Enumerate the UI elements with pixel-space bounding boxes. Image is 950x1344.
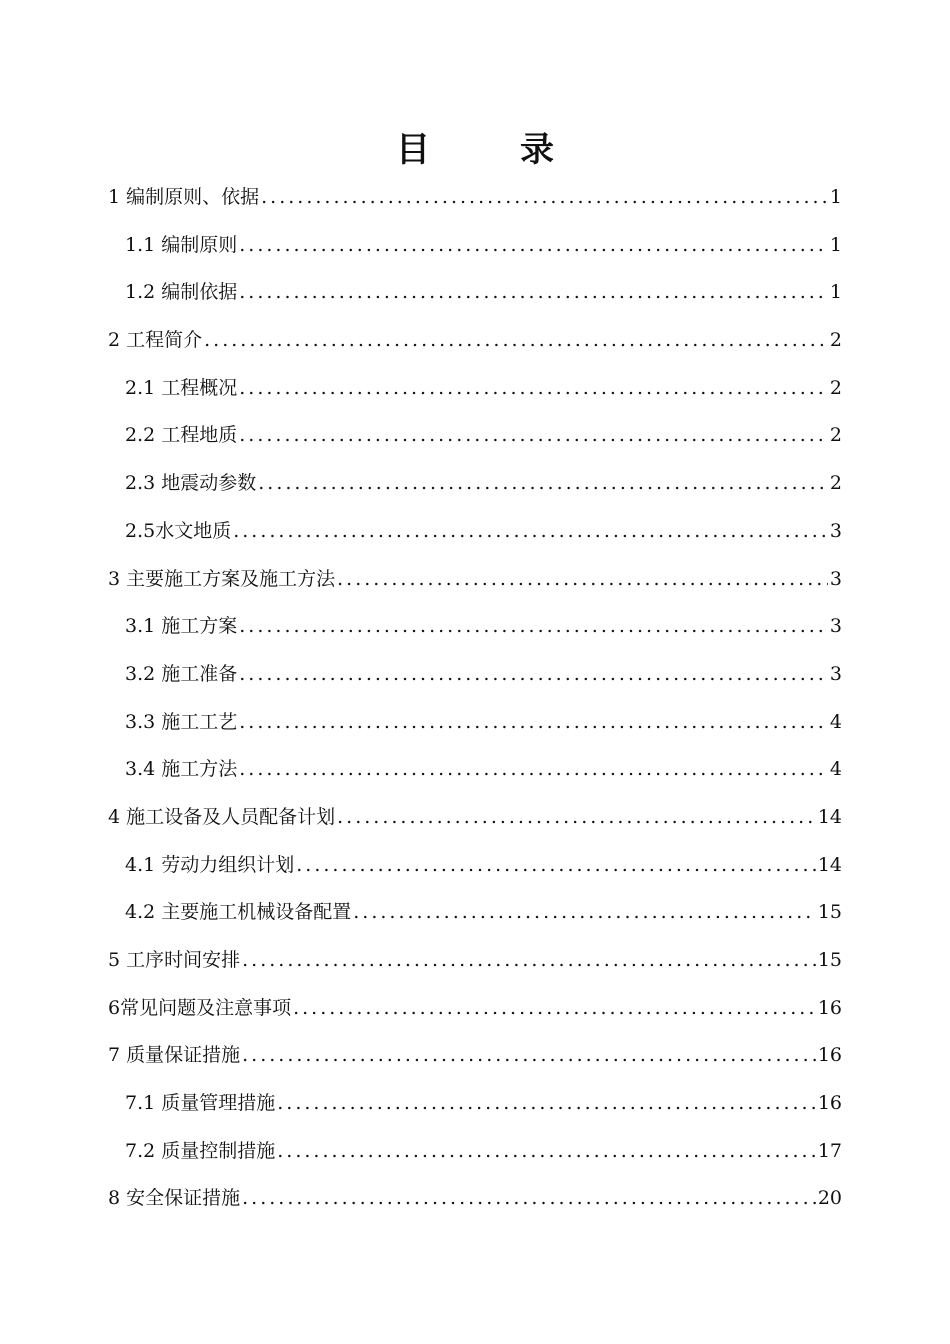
toc-entry-page-number: 17 [817, 1139, 842, 1162]
toc-entry-label: 5 工序时间安排 [108, 949, 241, 971]
toc-entry-label: 6常见问题及注意事项 [108, 996, 292, 1019]
toc-dot-leader [296, 842, 816, 890]
toc-dot-leader [239, 603, 828, 651]
toc-entry[interactable] [108, 365, 842, 413]
toc-entry-label: 1.2 编制依据 [125, 281, 238, 304]
toc-entry-label: 2 工程简介 [108, 329, 203, 352]
toc-entry-label: 2.1 工程概况 [125, 376, 238, 399]
toc-dot-leader [258, 460, 828, 508]
toc-entry-page-number: 1 [829, 281, 842, 304]
toc-entry-page-number: 20 [817, 1187, 842, 1210]
toc-entry-page-number: 2 [829, 424, 842, 447]
toc-entry-label: 2.5水文地质 [125, 519, 232, 542]
toc-entry-label: 3.4 施工方法 [125, 758, 238, 781]
toc-entry[interactable] [108, 508, 842, 556]
toc-entry-page-number: 15 [817, 901, 842, 924]
toc-entry-page-number: 2 [829, 376, 842, 399]
toc-entry[interactable] [108, 699, 842, 747]
toc-entry-page-number: 14 [817, 853, 842, 876]
toc-entry-page-number: 3 [829, 519, 842, 542]
toc-entry-label: 4.1 劳动力组织计划 [125, 853, 295, 876]
toc-entry-label: 4.2 主要施工机械设备配置 [125, 901, 352, 924]
toc-dot-leader [239, 699, 828, 747]
toc-dot-leader [277, 1080, 816, 1128]
toc-entry[interactable] [108, 269, 842, 317]
toc-entry-page-number: 15 [817, 949, 842, 971]
toc-entry[interactable] [108, 460, 842, 508]
toc-dot-leader [239, 222, 828, 270]
toc-entry[interactable] [108, 1080, 842, 1128]
toc-entry[interactable] [108, 412, 842, 460]
toc-dot-leader [239, 365, 828, 413]
toc-entry-label: 3 主要施工方案及施工方法 [108, 567, 336, 590]
toc-entry-page-number: 4 [829, 758, 842, 781]
toc-dot-leader [261, 174, 828, 222]
toc-dot-leader [293, 985, 816, 1033]
toc-dot-leader [204, 317, 828, 365]
toc-list [108, 174, 842, 1223]
toc-entry-label: 7.2 质量控制措施 [125, 1139, 276, 1162]
toc-entry-page-number: 14 [817, 805, 842, 828]
toc-entry-label: 7 质量保证措施 [108, 1044, 241, 1067]
toc-entry[interactable] [108, 556, 842, 604]
toc-entry[interactable] [108, 937, 842, 985]
toc-dot-leader [239, 746, 828, 794]
toc-entry[interactable] [108, 746, 842, 794]
toc-entry[interactable] [108, 1032, 842, 1080]
toc-dot-leader [337, 794, 816, 842]
toc-entry[interactable] [108, 174, 842, 222]
toc-entry-page-number: 2 [829, 329, 842, 352]
toc-entry-label: 4 施工设备及人员配备计划 [108, 805, 336, 828]
toc-dot-leader [242, 1032, 816, 1080]
toc-dot-leader [239, 651, 828, 699]
toc-entry[interactable] [108, 794, 842, 842]
toc-entry-page-number: 2 [829, 472, 842, 495]
toc-dot-leader [337, 556, 828, 604]
toc-entry-label: 8 安全保证措施 [108, 1187, 241, 1210]
toc-entry-page-number: 16 [817, 1092, 842, 1115]
toc-entry-label: 3.1 施工方案 [125, 615, 238, 638]
toc-dot-leader [233, 508, 828, 556]
toc-entry-page-number: 1 [829, 186, 842, 208]
toc-entry-label: 7.1 质量管理措施 [125, 1092, 276, 1115]
toc-entry[interactable] [108, 1175, 842, 1223]
toc-entry-page-number: 16 [817, 1044, 842, 1067]
toc-dot-leader [242, 1175, 816, 1223]
toc-entry-label: 2.2 工程地质 [125, 424, 238, 447]
toc-entry-page-number: 3 [829, 615, 842, 638]
toc-entry-label: 1.1 编制原则 [125, 233, 238, 256]
toc-entry[interactable] [108, 317, 842, 365]
toc-entry[interactable] [108, 1128, 842, 1176]
toc-dot-leader [239, 269, 828, 317]
toc-entry[interactable] [108, 651, 842, 699]
toc-entry[interactable] [108, 603, 842, 651]
toc-entry-page-number: 16 [817, 996, 842, 1019]
toc-dot-leader [277, 1128, 816, 1176]
toc-entry[interactable] [108, 222, 842, 270]
toc-dot-leader [242, 937, 816, 985]
toc-entry[interactable] [108, 842, 842, 890]
toc-entry[interactable] [108, 889, 842, 937]
toc-entry-page-number: 1 [829, 233, 842, 256]
toc-dot-leader [353, 889, 816, 937]
toc-entry-page-number: 3 [829, 567, 842, 590]
toc-entry-label: 2.3 地震动参数 [125, 472, 257, 495]
toc-entry-page-number: 4 [829, 710, 842, 733]
toc-entry-label: 3.2 施工准备 [125, 662, 238, 685]
toc-entry[interactable] [108, 985, 842, 1033]
toc-title: 目 录 [396, 130, 582, 170]
toc-dot-leader [239, 412, 828, 460]
toc-entry-label: 3.3 施工工艺 [125, 710, 238, 733]
toc-entry-label: 1 编制原则、依据 [108, 186, 260, 208]
toc-entry-page-number: 3 [829, 662, 842, 685]
